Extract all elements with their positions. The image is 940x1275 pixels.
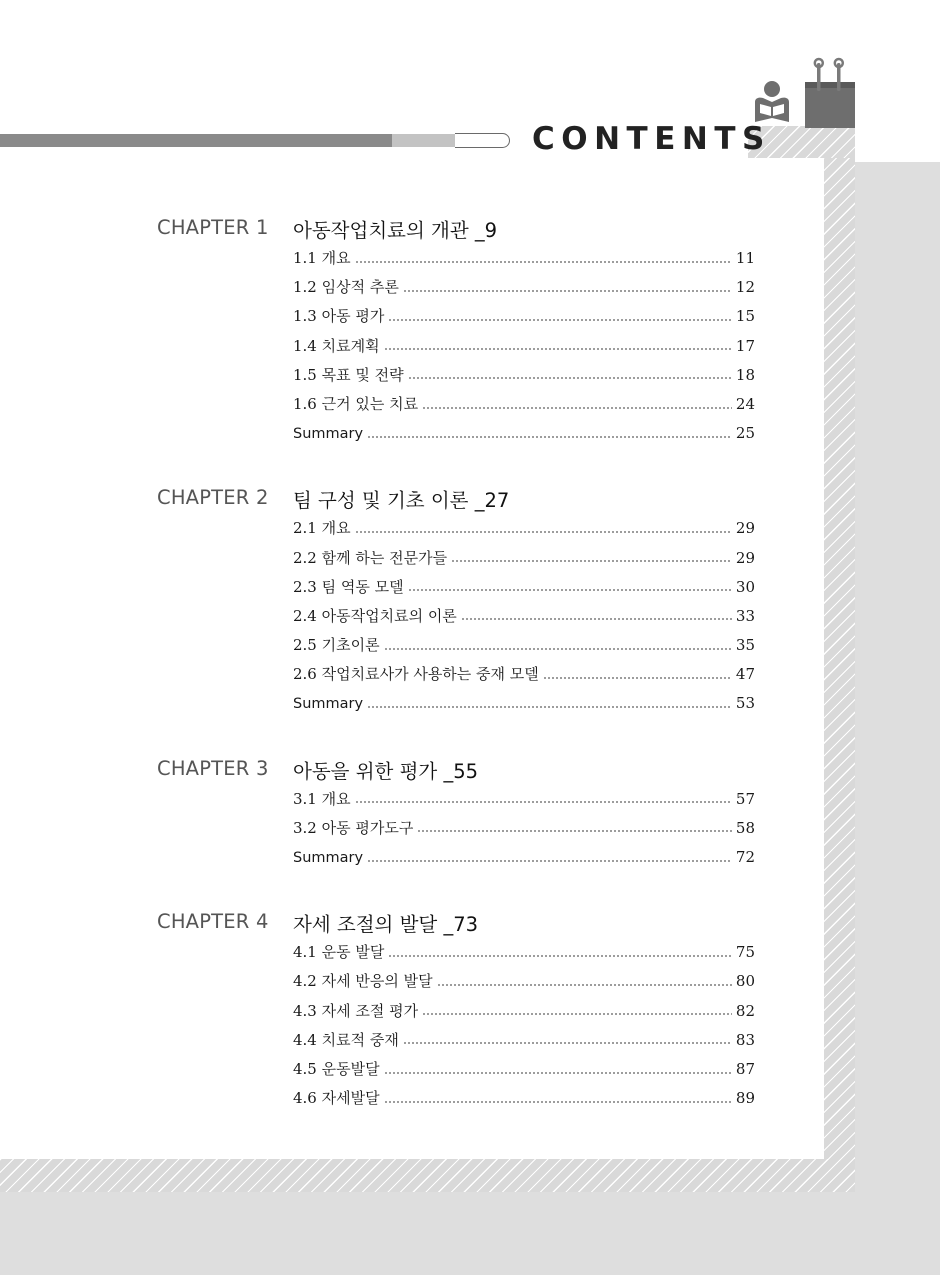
toc-entry-page: 33 [735, 606, 755, 625]
toc-entry-label: Summary [293, 426, 364, 443]
toc-entry-page: 25 [735, 424, 755, 443]
toc-entry[interactable] [293, 967, 755, 996]
toc-entry[interactable] [293, 631, 755, 660]
toc-entry[interactable] [293, 544, 755, 573]
header-bar-cap [455, 133, 510, 148]
dot-leader [422, 406, 732, 410]
toc-entry-page: 89 [735, 1089, 755, 1108]
dot-leader [384, 347, 732, 351]
toc-entry[interactable] [293, 602, 755, 631]
toc-entry[interactable] [293, 273, 755, 302]
dot-leader [408, 376, 732, 380]
toc-entry-page: 80 [735, 972, 755, 991]
toc-entry[interactable] [293, 361, 755, 390]
dot-leader [543, 676, 732, 680]
dot-leader [384, 647, 732, 651]
toc-entry[interactable] [293, 938, 755, 967]
toc-entry-label: 2.1 개요 [293, 519, 351, 538]
dot-leader [384, 1071, 732, 1075]
toc-entry-label: Summary [293, 696, 364, 713]
dot-leader [367, 435, 732, 439]
chapter-section [157, 908, 757, 1113]
dot-leader [417, 829, 732, 833]
table-of-contents [157, 214, 757, 1149]
chapter-title[interactable]: 팀 구성 및 기초 이론 _27 [293, 489, 510, 513]
chapter-title[interactable]: 아동을 위한 평가 _55 [293, 759, 479, 783]
toc-entry-label: 2.2 함께 하는 전문가들 [293, 548, 448, 567]
chapter-title[interactable]: 자세 조절의 발달 _73 [293, 913, 479, 937]
chapter-heading [157, 214, 757, 244]
chapter-section [157, 214, 757, 448]
toc-entry-label: 1.6 근거 있는 치료 [293, 394, 419, 413]
toc-entry-label: 2.4 아동작업치료의 이론 [293, 606, 457, 625]
toc-entry[interactable] [293, 573, 755, 602]
toc-entry[interactable] [293, 332, 755, 361]
toc-entry-page: 75 [735, 943, 755, 962]
toc-entry-label: 3.2 아동 평가도구 [293, 818, 414, 837]
toc-entry-label: 2.3 팀 역동 모델 [293, 577, 404, 596]
dot-leader [388, 954, 732, 958]
toc-entry[interactable] [293, 843, 755, 872]
toc-entry-label: 1.1 개요 [293, 249, 351, 267]
toc-entry-page: 57 [735, 789, 755, 808]
chapter-heading [157, 484, 757, 514]
dot-leader [355, 800, 732, 804]
toc-entry[interactable] [293, 997, 755, 1026]
toc-entry-page: 72 [735, 848, 755, 866]
toc-entry-label: 1.3 아동 평가 [293, 307, 385, 326]
dot-leader [403, 1041, 732, 1045]
toc-entry-label: 4.1 운동 발달 [293, 943, 385, 962]
toc-entry-page: 58 [735, 818, 755, 837]
header-bar-dark [0, 134, 392, 147]
dot-leader [403, 289, 732, 293]
toc-entry-page: 11 [735, 249, 755, 267]
chapter-label: CHAPTER 4 [157, 910, 269, 934]
toc-entry[interactable] [293, 302, 755, 331]
reader-icon [750, 78, 794, 126]
notepad-icon [802, 56, 856, 128]
toc-entry-label: 1.5 목표 및 전략 [293, 365, 404, 384]
dot-leader [355, 530, 732, 534]
dot-leader [384, 1100, 732, 1104]
dot-leader [437, 983, 732, 987]
chapter-label: CHAPTER 1 [157, 216, 269, 239]
toc-entry-label: 3.1 개요 [293, 789, 351, 808]
toc-entry-page: 30 [735, 577, 755, 596]
dot-leader [408, 588, 732, 592]
toc-entry-label: 4.5 운동발달 [293, 1059, 380, 1078]
toc-entry-label: 1.2 임상적 추론 [293, 278, 399, 297]
toc-entry-page: 12 [735, 278, 755, 297]
toc-entry[interactable] [293, 514, 755, 543]
right-hatched-border [824, 157, 855, 1192]
dot-leader [461, 617, 732, 621]
toc-entry-page: 24 [735, 394, 755, 413]
toc-entry-page: 47 [735, 665, 755, 684]
chapter-section [157, 484, 757, 718]
page-title: CONTENTS [532, 121, 771, 157]
toc-entry-label: 4.4 치료적 중재 [293, 1030, 399, 1049]
toc-entry-page: 29 [735, 519, 755, 538]
right-gray-band [855, 162, 940, 1192]
chapter-heading [157, 755, 757, 785]
toc-entry[interactable] [293, 244, 755, 273]
toc-entry[interactable] [293, 1084, 755, 1113]
dot-leader [367, 859, 732, 863]
toc-entry-page: 53 [735, 694, 755, 713]
chapter-section [157, 755, 757, 873]
toc-entry-label: 2.6 작업치료사가 사용하는 중재 모델 [293, 665, 539, 684]
toc-entry-page: 18 [735, 365, 755, 384]
toc-entry[interactable] [293, 689, 755, 718]
toc-entry-label: 4.2 자세 반응의 발달 [293, 972, 433, 991]
toc-entry-page: 82 [735, 1001, 755, 1020]
chapter-label: CHAPTER 3 [157, 756, 269, 780]
toc-entry[interactable] [293, 1055, 755, 1084]
bottom-hatched-border [0, 1159, 855, 1192]
toc-entry-page: 83 [735, 1030, 755, 1049]
chapter-title[interactable]: 아동작업치료의 개관 _9 [293, 219, 498, 242]
toc-entry[interactable] [293, 390, 755, 419]
toc-entry[interactable] [293, 785, 755, 814]
dot-leader [422, 1012, 732, 1016]
toc-entry-page: 35 [735, 636, 755, 655]
toc-entry-label: Summary [293, 850, 364, 866]
toc-entry-label: 1.4 치료계획 [293, 336, 380, 355]
chapter-heading [157, 908, 757, 938]
toc-entry[interactable] [293, 814, 755, 843]
dot-leader [367, 705, 732, 709]
dot-leader [451, 559, 732, 563]
chapter-label: CHAPTER 2 [157, 486, 269, 510]
toc-entry-page: 87 [735, 1059, 755, 1078]
bottom-gray-band [0, 1190, 940, 1275]
toc-entry-page: 29 [735, 548, 755, 567]
toc-entry[interactable] [293, 660, 755, 689]
toc-entry[interactable] [293, 419, 755, 448]
toc-entry-label: 4.3 자세 조절 평가 [293, 1001, 419, 1020]
toc-entry-page: 17 [735, 336, 755, 355]
dot-leader [388, 318, 732, 322]
toc-entry-label: 4.6 자세발달 [293, 1089, 380, 1108]
dot-leader [355, 260, 732, 264]
toc-entry-label: 2.5 기초이론 [293, 636, 380, 655]
toc-entry[interactable] [293, 1026, 755, 1055]
toc-entry-page: 15 [735, 307, 755, 326]
